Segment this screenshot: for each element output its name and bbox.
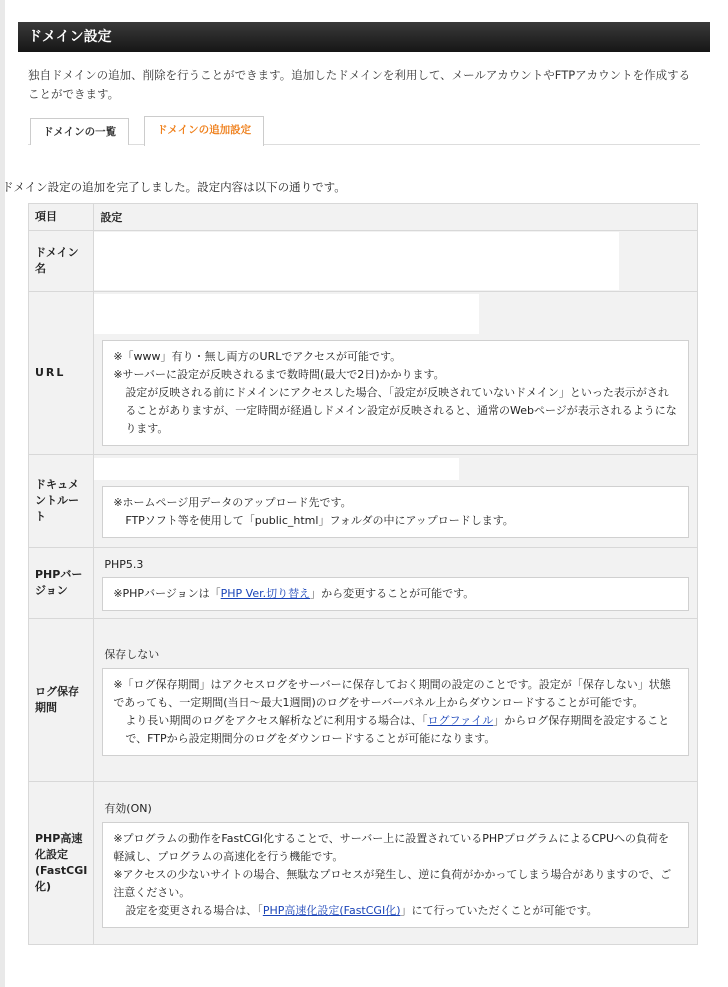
tab-domain-add[interactable]: ドメインの追加設定 <box>144 116 264 146</box>
tab-domain-list[interactable]: ドメインの一覧 <box>30 118 129 145</box>
tab-bar <box>28 116 700 145</box>
row-domain-name <box>29 231 698 292</box>
fastcgi-value: 有効(ON) <box>104 802 152 815</box>
log-note-line1: ※「ログ保存期間」はアクセスログをサーバーに保存しておく期間の設定のことです。設定が「保存しない」状態であっても、一定期間(当日〜最大1週間)のログをサーバーパネル上からダウンロードすることが可能です。 <box>113 678 671 709</box>
value-url <box>94 292 698 455</box>
value-php-fastcgi <box>94 782 698 945</box>
fastcgi-note-line2: ※アクセスの少ないサイトの場合、無駄なプロセスが発生し、逆に負荷がかかってしまう場合がありますので、ご注意ください。 <box>113 868 672 899</box>
row-url <box>29 292 698 455</box>
page-title: ドメイン設定 <box>18 22 710 52</box>
row-php-version <box>29 548 698 619</box>
value-log-retention <box>94 619 698 782</box>
header-setting: 設定 <box>94 204 698 231</box>
log-note-post: 」からログ保存期間を設定することで、FTPから設定期間分のログをダウンロードすることが可能になります。 <box>125 714 670 745</box>
label-url: URL <box>29 292 94 455</box>
label-domain-name: ドメイン名 <box>29 231 94 292</box>
php-version-value: PHP5.3 <box>104 557 144 571</box>
domain-settings-panel <box>2 22 710 987</box>
completion-message: ドメイン設定の追加を完了しました。設定内容は以下の通りです。 <box>2 180 346 194</box>
php-note-post: 」から変更することが可能です。 <box>310 586 475 600</box>
php-version-note <box>102 577 689 611</box>
label-log-retention: ログ保存期間 <box>29 619 94 782</box>
php-version-switch-link[interactable]: PHP Ver.切り替え <box>220 586 311 600</box>
intro-text: 独自ドメインの追加、削除を行うことができます。追加したドメインを利用して、メールアカウントやFTPアカウントを作成することができます。 <box>28 68 691 101</box>
row-php-fastcgi <box>29 782 698 945</box>
fastcgi-note-pre: 設定を変更される場合は、「 <box>125 904 263 917</box>
log-note-pre: より長い期間のログをアクセス解析などに利用する場合は、「 <box>125 714 428 727</box>
url-note-line1: ※「www」有り・無し両方のURLでアクセスが可能です。 <box>113 350 402 363</box>
log-note-line2 <box>113 712 678 748</box>
row-log-retention <box>29 619 698 782</box>
document-root-note <box>102 486 689 538</box>
fastcgi-note-post: 」にて行っていただくことが可能です。 <box>400 904 598 917</box>
php-note-pre: ※PHPバージョンは「 <box>113 586 221 600</box>
label-php-fastcgi: PHP高速化設定(FastCGI化) <box>29 782 94 945</box>
row-document-root <box>29 455 698 548</box>
fastcgi-note <box>102 822 689 928</box>
docroot-note-line1: ※ホームページ用データのアップロード先です。 <box>113 496 352 509</box>
fastcgi-note-line3 <box>113 902 678 920</box>
value-document-root <box>94 455 698 548</box>
log-retention-value: 保存しない <box>104 648 160 661</box>
log-retention-note <box>102 668 689 756</box>
header-item: 項目 <box>29 204 94 231</box>
table-header-row <box>29 204 698 231</box>
left-edge <box>0 0 5 987</box>
domain-name-value <box>94 232 619 290</box>
document-root-value <box>94 458 459 480</box>
fastcgi-settings-link[interactable]: PHP高速化設定(FastCGI化) <box>262 904 401 917</box>
url-note-line3: 設定が反映される前にドメインにアクセスした場合、「設定が反映されていないドメイン」といった表示がされることがありますが、一定時間が経過しドメイン設定が反映されると、通常のWebページが表示されるようになります。 <box>125 386 677 435</box>
value-php-version <box>94 548 698 619</box>
url-note <box>102 340 689 446</box>
label-php-version: PHPバージョン <box>29 548 94 619</box>
docroot-note-line2: FTPソフト等を使用して「public_html」フォルダの中にアップロードします。 <box>125 514 514 527</box>
label-document-root: ドキュメントルート <box>29 455 94 548</box>
log-file-link[interactable]: ログファイル <box>427 714 494 727</box>
value-domain-name <box>94 231 698 292</box>
fastcgi-note-line1: ※プログラムの動作をFastCGI化することで、サーバー上に設置されているPHPプログラムによるCPUへの負荷を軽減し、プログラムの高速化を行う機能です。 <box>113 832 669 863</box>
url-value <box>94 294 479 334</box>
settings-table <box>28 203 698 945</box>
url-note-line2: ※サーバーに設定が反映されるまで数時間(最大で2日)かかります。 <box>113 368 445 381</box>
